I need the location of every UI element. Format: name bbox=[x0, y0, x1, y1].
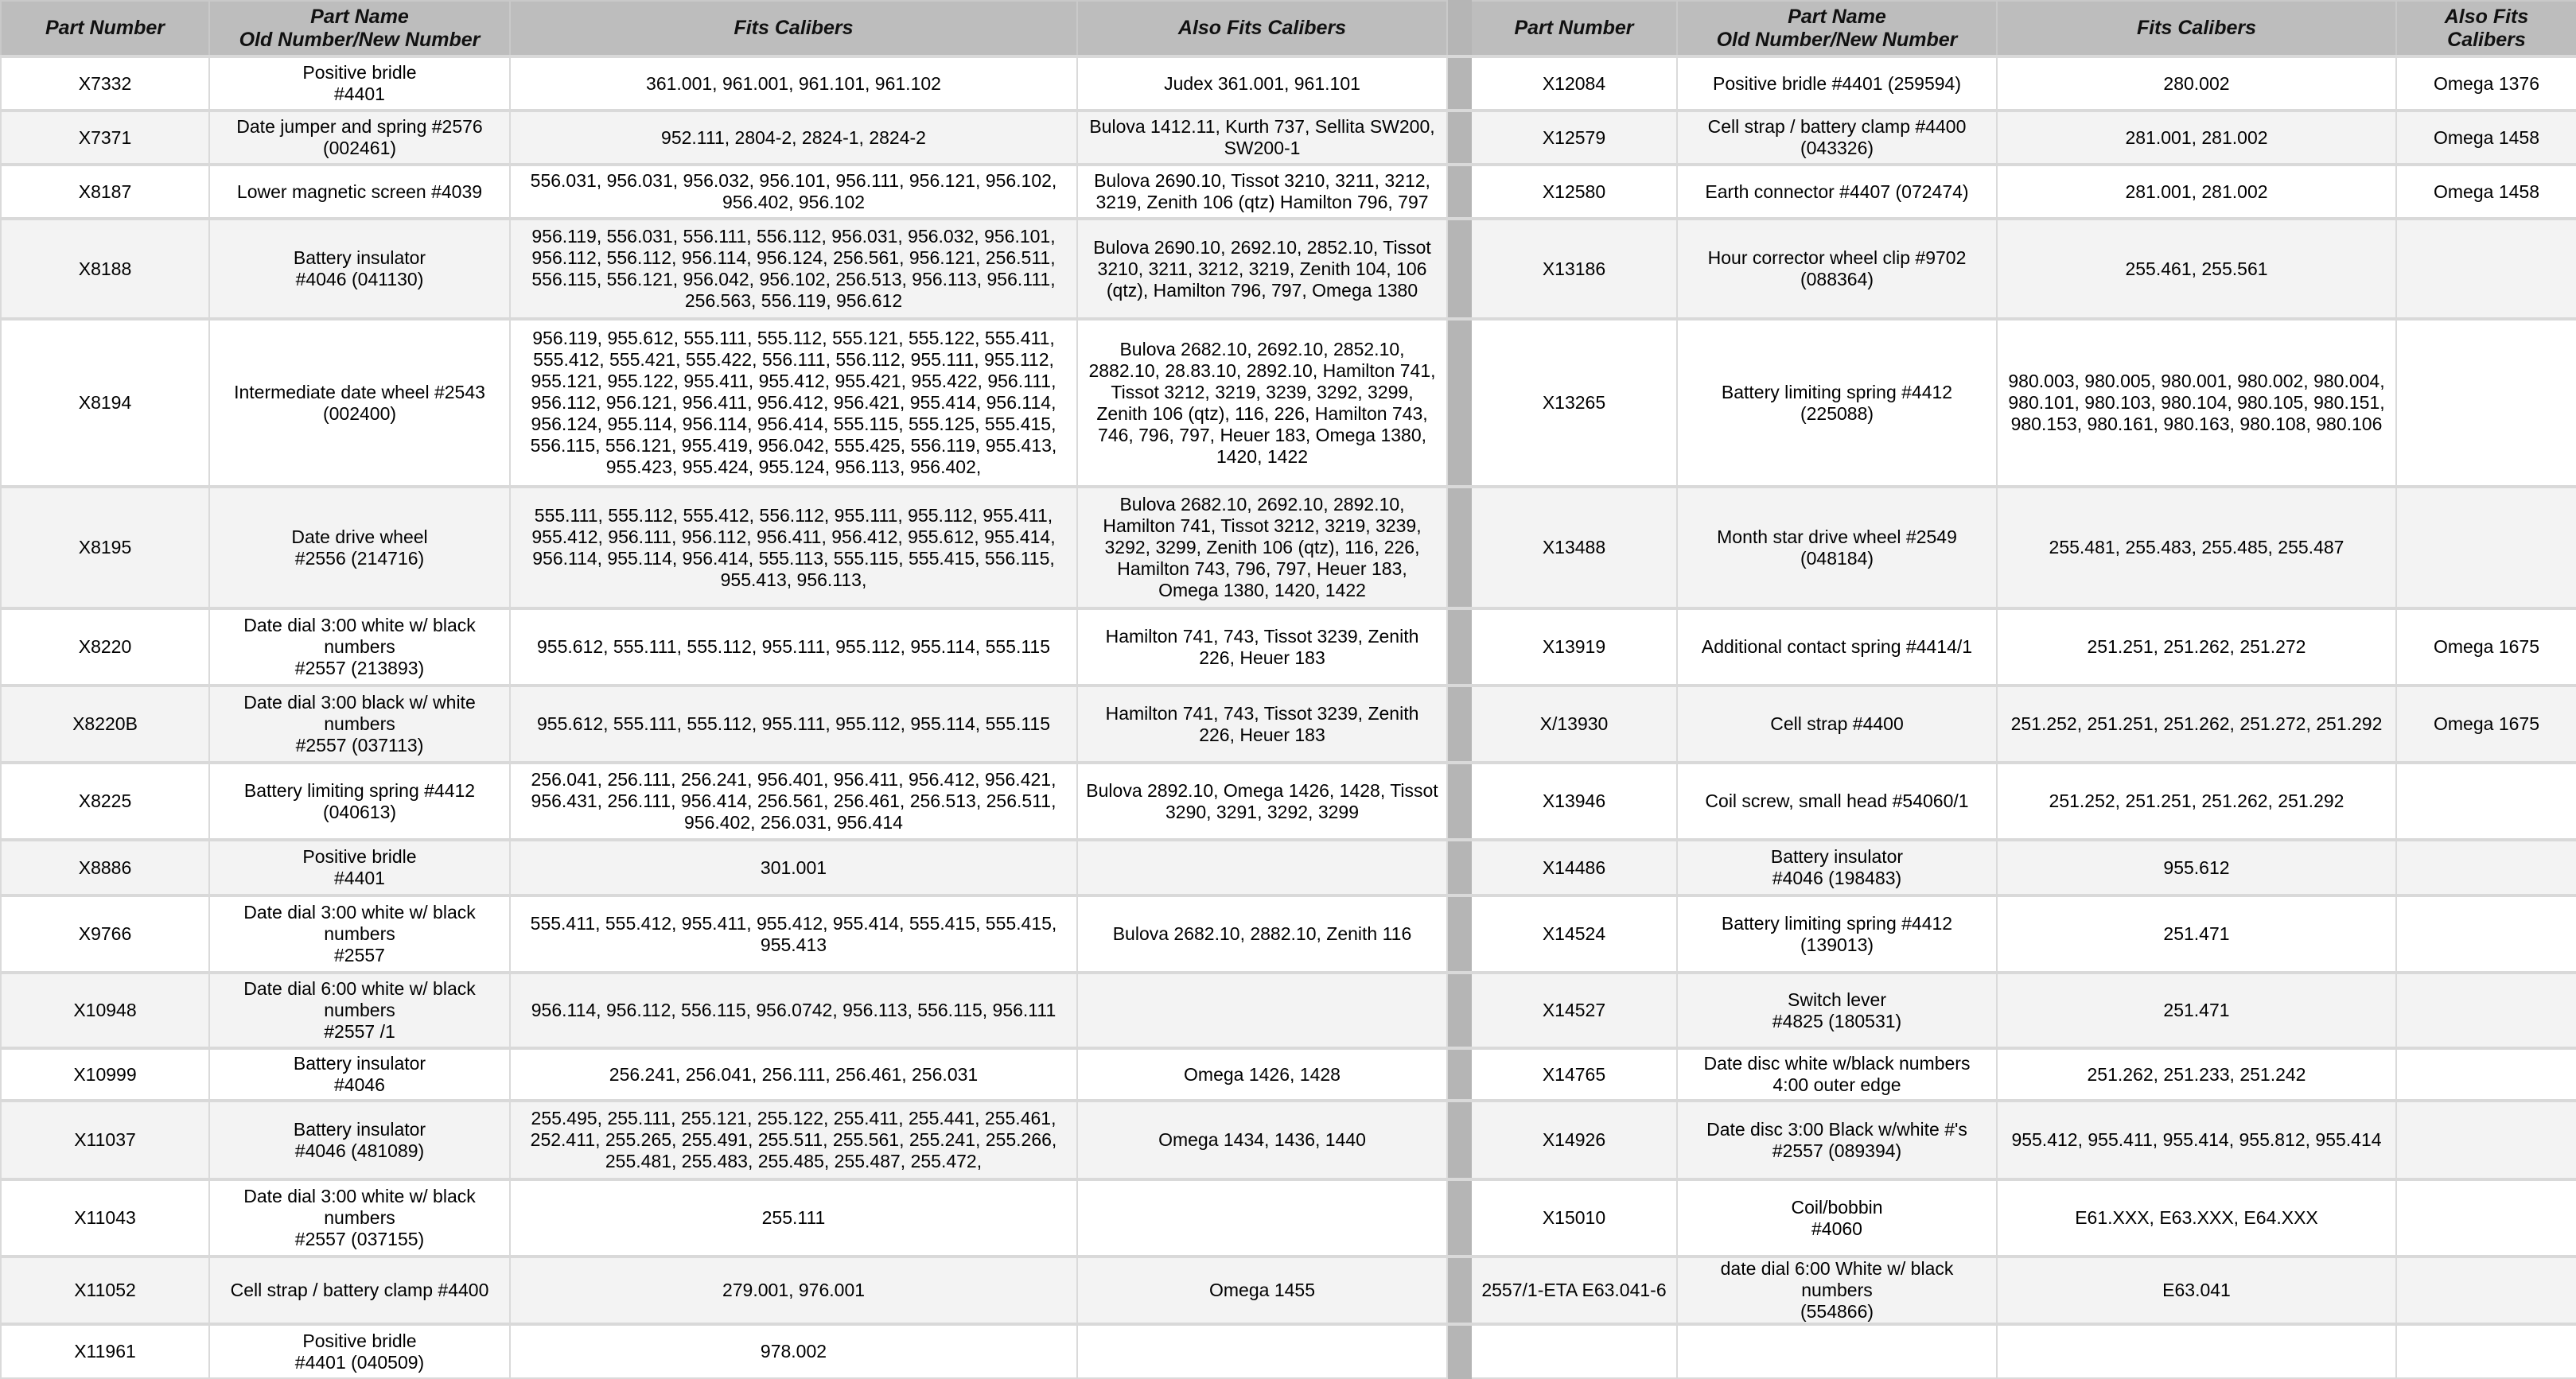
left-part-number-cell[interactable]: X8220B bbox=[1, 686, 209, 763]
column-divider bbox=[1447, 1324, 1471, 1378]
right-fits-calibers-cell[interactable]: 251.251, 251.262, 251.272 bbox=[1997, 608, 2396, 686]
left-part-number-cell[interactable]: X9766 bbox=[1, 895, 209, 973]
left-part-name-cell[interactable]: Date dial 6:00 white w/ black numbers #2557 /1 bbox=[209, 973, 510, 1048]
right-part-number-cell[interactable]: X14527 bbox=[1471, 973, 1677, 1048]
right-part-name-cell[interactable]: Cell strap / battery clamp #4400 (043326) bbox=[1677, 111, 1997, 165]
left-also-fits-calibers-cell[interactable]: Bulova 2892.10, Omega 1426, 1428, Tissot 3290, 3291, 3292, 3299 bbox=[1077, 763, 1447, 840]
right-also-fits-calibers-cell[interactable] bbox=[2396, 840, 2576, 895]
table-row bbox=[1, 686, 2576, 763]
table-row bbox=[1, 763, 2576, 840]
left-also-fits-calibers-cell[interactable] bbox=[1077, 1324, 1447, 1378]
right-fits-calibers-cell[interactable]: 251.252, 251.251, 251.262, 251.272, 251.292 bbox=[1997, 686, 2396, 763]
right-fits-calibers-cell[interactable]: E61.XXX, E63.XXX, E64.XXX bbox=[1997, 1179, 2396, 1257]
left-fits-calibers-cell[interactable]: 256.241, 256.041, 256.111, 256.461, 256.031 bbox=[510, 1048, 1077, 1101]
left-also-fits-calibers-cell[interactable]: Hamilton 741, 743, Tissot 3239, Zenith 226, Heuer 183 bbox=[1077, 608, 1447, 686]
column-divider bbox=[1447, 165, 1471, 219]
right-also-fits-calibers-cell[interactable] bbox=[2396, 763, 2576, 840]
header-fits-calibers-right: Fits Calibers bbox=[1997, 1, 2396, 56]
left-part-name-cell[interactable]: Battery insulator #4046 (481089) bbox=[209, 1101, 510, 1179]
table-row bbox=[1, 219, 2576, 319]
table-row bbox=[1, 319, 2576, 487]
column-divider bbox=[1447, 973, 1471, 1048]
left-fits-calibers-cell[interactable]: 255.495, 255.111, 255.121, 255.122, 255.411, 255.441, 255.461, 252.411, 255.265, 255.491, 255.511, 255.561, 255.241, 255.266, 255.481, 255.483, 255.485, 255.487, 255.472, bbox=[510, 1101, 1077, 1179]
left-part-name-cell[interactable]: Date dial 3:00 white w/ black numbers #2557 (037155) bbox=[209, 1179, 510, 1257]
left-part-name-cell[interactable]: Intermediate date wheel #2543 (002400) bbox=[209, 319, 510, 487]
column-divider bbox=[1447, 111, 1471, 165]
left-part-name-cell[interactable]: Lower magnetic screen #4039 bbox=[209, 165, 510, 219]
right-also-fits-calibers-cell[interactable] bbox=[2396, 1101, 2576, 1179]
left-also-fits-calibers-cell[interactable]: Omega 1455 bbox=[1077, 1257, 1447, 1324]
right-fits-calibers-cell[interactable]: 251.262, 251.233, 251.242 bbox=[1997, 1048, 2396, 1101]
right-part-name-cell[interactable]: Coil/bobbin #4060 bbox=[1677, 1179, 1997, 1257]
left-part-name-cell[interactable]: Positive bridle #4401 (040509) bbox=[209, 1324, 510, 1378]
left-also-fits-calibers-cell[interactable]: Hamilton 741, 743, Tissot 3239, Zenith 226, Heuer 183 bbox=[1077, 686, 1447, 763]
right-part-number-cell[interactable]: X13488 bbox=[1471, 487, 1677, 608]
left-part-number-cell[interactable]: X11043 bbox=[1, 1179, 209, 1257]
right-also-fits-calibers-cell[interactable] bbox=[2396, 319, 2576, 487]
left-part-number-cell[interactable]: X10948 bbox=[1, 973, 209, 1048]
left-also-fits-calibers-cell[interactable]: Bulova 1412.11, Kurth 737, Sellita SW200, SW200-1 bbox=[1077, 111, 1447, 165]
table-row bbox=[1, 840, 2576, 895]
left-part-name-cell[interactable]: Positive bridle #4401 bbox=[209, 56, 510, 111]
column-divider bbox=[1447, 895, 1471, 973]
left-fits-calibers-cell[interactable]: 955.612, 555.111, 555.112, 955.111, 955.112, 955.114, 555.115 bbox=[510, 686, 1077, 763]
column-divider bbox=[1447, 56, 1471, 111]
right-fits-calibers-cell[interactable]: 280.002 bbox=[1997, 56, 2396, 111]
column-divider bbox=[1447, 1, 1471, 56]
right-part-number-cell[interactable]: X/13930 bbox=[1471, 686, 1677, 763]
right-fits-calibers-cell[interactable]: 955.412, 955.411, 955.414, 955.812, 955.414 bbox=[1997, 1101, 2396, 1179]
header-part-name: Part Name Old Number/New Number bbox=[209, 1, 510, 56]
left-part-number-cell[interactable]: X8225 bbox=[1, 763, 209, 840]
left-fits-calibers-cell[interactable]: 556.031, 956.031, 956.032, 956.101, 956.111, 956.121, 956.102, 956.402, 956.102 bbox=[510, 165, 1077, 219]
right-fits-calibers-cell[interactable]: 255.481, 255.483, 255.485, 255.487 bbox=[1997, 487, 2396, 608]
right-fits-calibers-cell[interactable]: 251.471 bbox=[1997, 973, 2396, 1048]
right-fits-calibers-cell[interactable]: 255.461, 255.561 bbox=[1997, 219, 2396, 319]
right-part-name-cell[interactable]: Date disc white w/black numbers 4:00 outer edge bbox=[1677, 1048, 1997, 1101]
right-also-fits-calibers-cell[interactable] bbox=[2396, 973, 2576, 1048]
left-part-number-cell[interactable]: X10999 bbox=[1, 1048, 209, 1101]
right-fits-calibers-cell[interactable]: 251.471 bbox=[1997, 895, 2396, 973]
left-also-fits-calibers-cell[interactable] bbox=[1077, 1179, 1447, 1257]
left-part-number-cell[interactable]: X11961 bbox=[1, 1324, 209, 1378]
right-part-name-cell[interactable]: Date disc 3:00 Black w/white #'s #2557 (089394) bbox=[1677, 1101, 1997, 1179]
left-fits-calibers-cell[interactable]: 301.001 bbox=[510, 840, 1077, 895]
left-fits-calibers-cell[interactable]: 361.001, 961.001, 961.101, 961.102 bbox=[510, 56, 1077, 111]
left-part-number-cell[interactable]: X8188 bbox=[1, 219, 209, 319]
header-also-fits-calibers-right: Also Fits Calibers bbox=[2396, 1, 2576, 56]
table-row bbox=[1, 973, 2576, 1048]
right-part-name-cell[interactable]: Hour corrector wheel clip #9702 (088364) bbox=[1677, 219, 1997, 319]
table-row bbox=[1, 1048, 2576, 1101]
table-row bbox=[1, 895, 2576, 973]
right-also-fits-calibers-cell[interactable] bbox=[2396, 1179, 2576, 1257]
left-also-fits-calibers-cell[interactable]: Omega 1426, 1428 bbox=[1077, 1048, 1447, 1101]
left-part-number-cell[interactable]: X8886 bbox=[1, 840, 209, 895]
left-also-fits-calibers-cell[interactable]: Bulova 2682.10, 2692.10, 2852.10, 2882.10, 28.83.10, 2892.10, Hamilton 741, Tissot 3212, 3219, 3239, 3292, 3299, Zenith 106 (qtz), 116, 226, Hamilton 743, 746, 796, 797, Heuer 183, Omega 1380, 1420, 1422 bbox=[1077, 319, 1447, 487]
left-part-name-cell[interactable]: Date dial 3:00 white w/ black numbers #2557 bbox=[209, 895, 510, 973]
left-fits-calibers-cell[interactable]: 256.041, 256.111, 256.241, 956.401, 956.411, 956.412, 956.421, 956.431, 256.111, 956.414, 256.561, 256.461, 256.513, 256.511, 956.402, 256.031, 956.414 bbox=[510, 763, 1077, 840]
column-divider bbox=[1447, 219, 1471, 319]
column-divider bbox=[1447, 608, 1471, 686]
table-row bbox=[1, 111, 2576, 165]
column-divider bbox=[1447, 840, 1471, 895]
right-part-number-cell[interactable]: X13265 bbox=[1471, 319, 1677, 487]
table-body bbox=[1, 56, 2576, 1378]
right-fits-calibers-cell[interactable]: 955.612 bbox=[1997, 840, 2396, 895]
table-row bbox=[1, 1101, 2576, 1179]
left-also-fits-calibers-cell[interactable]: Bulova 2682.10, 2882.10, Zenith 116 bbox=[1077, 895, 1447, 973]
right-part-number-cell[interactable]: X14765 bbox=[1471, 1048, 1677, 1101]
table-row bbox=[1, 1324, 2576, 1378]
left-fits-calibers-cell[interactable]: 956.119, 556.031, 556.111, 556.112, 956.031, 956.032, 956.101, 956.112, 556.112, 956.114, 956.124, 256.561, 956.121, 256.511, 556.115, 556.121, 956.042, 956.102, 256.513, 956.113, 956.111, 256.563, 556.119, 956.612 bbox=[510, 219, 1077, 319]
left-part-number-cell[interactable]: X7371 bbox=[1, 111, 209, 165]
left-part-name-cell[interactable]: Battery insulator #4046 bbox=[209, 1048, 510, 1101]
table-row bbox=[1, 165, 2576, 219]
left-fits-calibers-cell[interactable]: 555.111, 555.112, 555.412, 556.112, 955.111, 955.112, 955.411, 955.412, 956.111, 956.112, 956.411, 956.412, 955.612, 955.414, 956.114, 955.114, 956.414, 555.113, 555.115, 555.415, 556.115, 955.413, 956.113, bbox=[510, 487, 1077, 608]
left-part-number-cell[interactable]: X11037 bbox=[1, 1101, 209, 1179]
left-fits-calibers-cell[interactable]: 978.002 bbox=[510, 1324, 1077, 1378]
header-row bbox=[1, 1, 2576, 56]
header-part-name-right: Part Name Old Number/New Number bbox=[1677, 1, 1997, 56]
column-divider bbox=[1447, 1179, 1471, 1257]
header-part-number-right: Part Number bbox=[1471, 1, 1677, 56]
right-part-number-cell[interactable]: X14926 bbox=[1471, 1101, 1677, 1179]
left-part-number-cell[interactable]: X8195 bbox=[1, 487, 209, 608]
left-part-name-cell[interactable]: Battery limiting spring #4412 (040613) bbox=[209, 763, 510, 840]
table-row bbox=[1, 1257, 2576, 1324]
right-fits-calibers-cell[interactable]: 281.001, 281.002 bbox=[1997, 111, 2396, 165]
left-part-number-cell[interactable]: X8220 bbox=[1, 608, 209, 686]
right-part-name-cell[interactable] bbox=[1677, 1324, 1997, 1378]
left-part-number-cell[interactable]: X8187 bbox=[1, 165, 209, 219]
header-fits-calibers: Fits Calibers bbox=[510, 1, 1077, 56]
left-fits-calibers-cell[interactable]: 955.612, 555.111, 555.112, 955.111, 955.112, 955.114, 555.115 bbox=[510, 608, 1077, 686]
right-fits-calibers-cell[interactable]: 980.003, 980.005, 980.001, 980.002, 980.004, 980.101, 980.103, 980.104, 980.105, 980.151, 980.153, 980.161, 980.163, 980.108, 980.106 bbox=[1997, 319, 2396, 487]
right-part-name-cell[interactable]: Month star drive wheel #2549 (048184) bbox=[1677, 487, 1997, 608]
right-also-fits-calibers-cell[interactable]: Omega 1675 bbox=[2396, 608, 2576, 686]
column-divider bbox=[1447, 1257, 1471, 1324]
right-part-name-cell[interactable]: date dial 6:00 White w/ black numbers (554866) bbox=[1677, 1257, 1997, 1324]
column-divider bbox=[1447, 686, 1471, 763]
right-part-number-cell[interactable]: X12084 bbox=[1471, 56, 1677, 111]
right-part-number-cell[interactable]: X14486 bbox=[1471, 840, 1677, 895]
right-fits-calibers-cell[interactable]: 281.001, 281.002 bbox=[1997, 165, 2396, 219]
column-divider bbox=[1447, 763, 1471, 840]
right-part-number-cell[interactable]: X12580 bbox=[1471, 165, 1677, 219]
right-part-name-cell[interactable]: Coil screw, small head #54060/1 bbox=[1677, 763, 1997, 840]
right-part-name-cell[interactable]: Battery insulator #4046 (198483) bbox=[1677, 840, 1997, 895]
right-also-fits-calibers-cell[interactable]: Omega 1675 bbox=[2396, 686, 2576, 763]
left-part-name-cell[interactable]: Battery insulator #4046 (041130) bbox=[209, 219, 510, 319]
left-also-fits-calibers-cell[interactable] bbox=[1077, 973, 1447, 1048]
left-part-name-cell[interactable]: Date drive wheel #2556 (214716) bbox=[209, 487, 510, 608]
right-also-fits-calibers-cell[interactable]: Omega 1376 bbox=[2396, 56, 2576, 111]
column-divider bbox=[1447, 1101, 1471, 1179]
right-part-name-cell[interactable]: Positive bridle #4401 (259594) bbox=[1677, 56, 1997, 111]
left-fits-calibers-cell[interactable]: 555.411, 555.412, 955.411, 955.412, 955.414, 555.415, 555.415, 955.413 bbox=[510, 895, 1077, 973]
left-fits-calibers-cell[interactable]: 279.001, 976.001 bbox=[510, 1257, 1077, 1324]
left-fits-calibers-cell[interactable]: 255.111 bbox=[510, 1179, 1077, 1257]
header-part-number: Part Number bbox=[1, 1, 209, 56]
right-part-number-cell[interactable] bbox=[1471, 1324, 1677, 1378]
left-part-number-cell[interactable]: X11052 bbox=[1, 1257, 209, 1324]
right-also-fits-calibers-cell[interactable] bbox=[2396, 1257, 2576, 1324]
right-part-number-cell[interactable]: X13186 bbox=[1471, 219, 1677, 319]
right-part-name-cell[interactable]: Cell strap #4400 bbox=[1677, 686, 1997, 763]
right-also-fits-calibers-cell[interactable] bbox=[2396, 487, 2576, 608]
right-part-name-cell[interactable]: Battery limiting spring #4412 (139013) bbox=[1677, 895, 1997, 973]
table-row bbox=[1, 1179, 2576, 1257]
left-part-name-cell[interactable]: Date dial 3:00 white w/ black numbers #2557 (213893) bbox=[209, 608, 510, 686]
left-also-fits-calibers-cell[interactable]: Omega 1434, 1436, 1440 bbox=[1077, 1101, 1447, 1179]
left-also-fits-calibers-cell[interactable]: Judex 361.001, 961.101 bbox=[1077, 56, 1447, 111]
table-row bbox=[1, 487, 2576, 608]
left-fits-calibers-cell[interactable]: 952.111, 2804-2, 2824-1, 2824-2 bbox=[510, 111, 1077, 165]
right-fits-calibers-cell[interactable] bbox=[1997, 1324, 2396, 1378]
table-row bbox=[1, 56, 2576, 111]
right-part-number-cell[interactable]: 2557/1-ETA E63.041-6 bbox=[1471, 1257, 1677, 1324]
column-divider bbox=[1447, 319, 1471, 487]
right-also-fits-calibers-cell[interactable]: Omega 1458 bbox=[2396, 111, 2576, 165]
left-fits-calibers-cell[interactable]: 956.119, 955.612, 555.111, 555.112, 555.121, 555.122, 555.411, 555.412, 555.421, 555.422, 556.111, 556.112, 955.111, 955.112, 955.121, 955.122, 955.411, 955.412, 955.421, 955.422, 956.111, 956.112, 956.121, 956.411, 956.412, 956.421, 955.414, 956.114, 956.124, 955.114, 956.114, 956.414, 555.115, 555.125, 555.415, 556.115, 556.121, 955.419, 956.042, 555.425, 556.119, 955.413, 955.423, 955.424, 955.124, 956.113, 956.402, bbox=[510, 319, 1077, 487]
right-also-fits-calibers-cell[interactable] bbox=[2396, 1048, 2576, 1101]
left-also-fits-calibers-cell[interactable]: Bulova 2690.10, 2692.10, 2852.10, Tissot 3210, 3211, 3212, 3219, Zenith 104, 106 (qtz), Hamilton 796, 797, Omega 1380 bbox=[1077, 219, 1447, 319]
left-part-name-cell[interactable]: Date dial 3:00 black w/ white numbers #2557 (037113) bbox=[209, 686, 510, 763]
right-part-name-cell[interactable]: Earth connector #4407 (072474) bbox=[1677, 165, 1997, 219]
right-also-fits-calibers-cell[interactable] bbox=[2396, 1324, 2576, 1378]
right-fits-calibers-cell[interactable]: 251.252, 251.251, 251.262, 251.292 bbox=[1997, 763, 2396, 840]
right-fits-calibers-cell[interactable]: E63.041 bbox=[1997, 1257, 2396, 1324]
right-part-number-cell[interactable]: X12579 bbox=[1471, 111, 1677, 165]
right-part-name-cell[interactable]: Battery limiting spring #4412 (225088) bbox=[1677, 319, 1997, 487]
left-part-number-cell[interactable]: X7332 bbox=[1, 56, 209, 111]
left-part-name-cell[interactable]: Positive bridle #4401 bbox=[209, 840, 510, 895]
right-part-name-cell[interactable]: Additional contact spring #4414/1 bbox=[1677, 608, 1997, 686]
left-also-fits-calibers-cell[interactable]: Bulova 2690.10, Tissot 3210, 3211, 3212, 3219, Zenith 106 (qtz) Hamilton 796, 797 bbox=[1077, 165, 1447, 219]
right-also-fits-calibers-cell[interactable] bbox=[2396, 219, 2576, 319]
left-part-name-cell[interactable]: Date jumper and spring #2576 (002461) bbox=[209, 111, 510, 165]
left-part-name-cell[interactable]: Cell strap / battery clamp #4400 bbox=[209, 1257, 510, 1324]
left-also-fits-calibers-cell[interactable] bbox=[1077, 840, 1447, 895]
right-part-number-cell[interactable]: X14524 bbox=[1471, 895, 1677, 973]
right-part-number-cell[interactable]: X13946 bbox=[1471, 763, 1677, 840]
table-row bbox=[1, 608, 2576, 686]
left-also-fits-calibers-cell[interactable]: Bulova 2682.10, 2692.10, 2892.10, Hamilton 741, Tissot 3212, 3219, 3239, 3292, 3299, Zenith 106 (qtz), 116, 226, Hamilton 743, 796, 797, Heuer 183, Omega 1380, 1420, 1422 bbox=[1077, 487, 1447, 608]
column-divider bbox=[1447, 1048, 1471, 1101]
left-fits-calibers-cell[interactable]: 956.114, 956.112, 556.115, 956.0742, 956.113, 556.115, 956.111 bbox=[510, 973, 1077, 1048]
right-also-fits-calibers-cell[interactable] bbox=[2396, 895, 2576, 973]
right-part-name-cell[interactable]: Switch lever #4825 (180531) bbox=[1677, 973, 1997, 1048]
header-also-fits-calibers: Also Fits Calibers bbox=[1077, 1, 1447, 56]
right-part-number-cell[interactable]: X13919 bbox=[1471, 608, 1677, 686]
left-part-number-cell[interactable]: X8194 bbox=[1, 319, 209, 487]
right-also-fits-calibers-cell[interactable]: Omega 1458 bbox=[2396, 165, 2576, 219]
column-divider bbox=[1447, 487, 1471, 608]
right-part-number-cell[interactable]: X15010 bbox=[1471, 1179, 1677, 1257]
